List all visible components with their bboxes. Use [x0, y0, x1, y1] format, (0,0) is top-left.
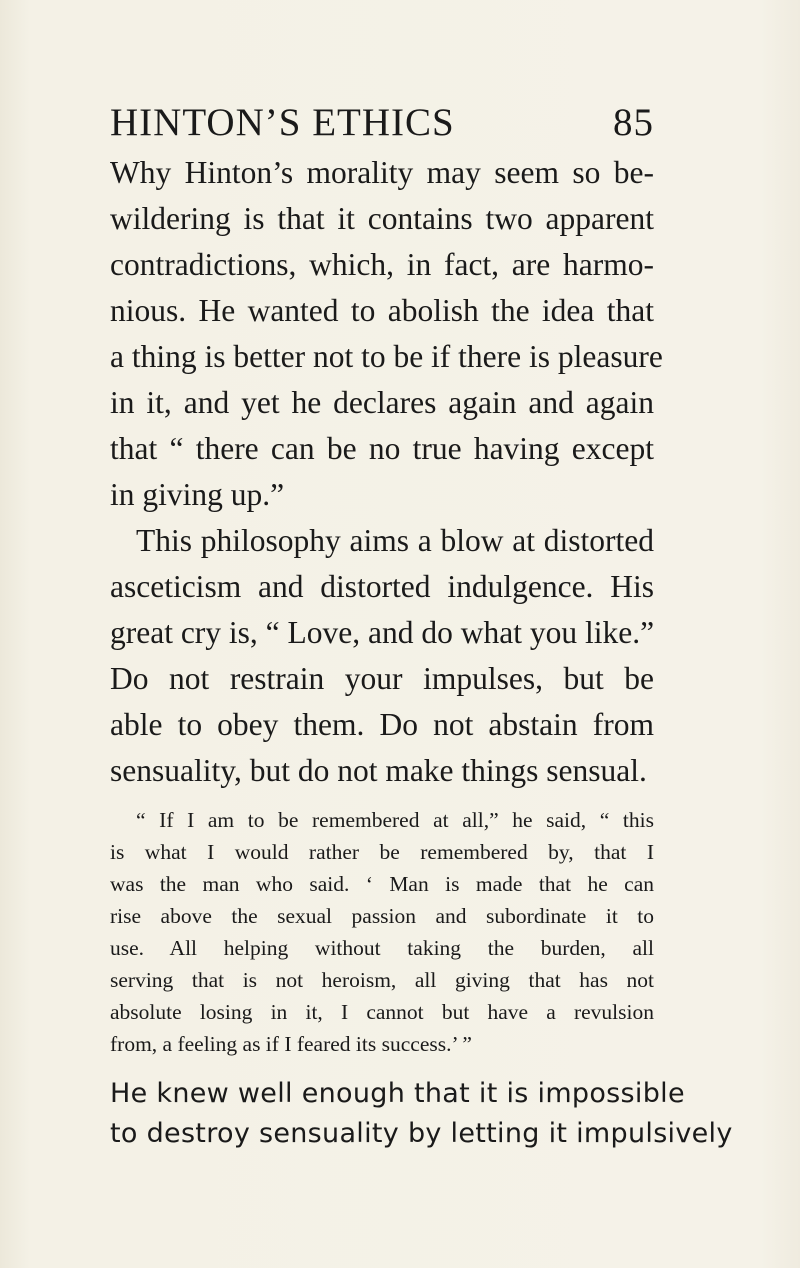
block-quote — [110, 804, 654, 1060]
paragraph-1 — [110, 150, 663, 518]
text-line: to destroy sensuality by letting it impulsively — [110, 1118, 733, 1149]
text-line: wildering is that it contains two apparent — [110, 201, 654, 236]
quote-line: is what I would rather be remembered by, that I — [110, 840, 654, 864]
running-head — [110, 98, 654, 148]
text-line: nious. He wanted to abolish the idea that — [110, 293, 654, 328]
text-line: able to obey them. Do not abstain from — [110, 707, 654, 742]
quote-line: serving that is not heroism, all giving that has not — [110, 968, 654, 992]
text-line: contradictions, which, in fact, are harmo- — [110, 247, 654, 282]
quote-line: from, a feeling as if I feared its success.’ ” — [110, 1032, 472, 1056]
text-line: a thing is better not to be if there is pleasure — [110, 339, 663, 374]
paragraph-3 — [110, 1074, 733, 1154]
text-line: great cry is, “ Love, and do what you like.” — [110, 615, 655, 650]
text-line: sensuality, but do not make things sensual. — [110, 753, 647, 788]
paragraph-2 — [110, 518, 654, 794]
text-line: in giving up.” — [110, 477, 285, 512]
quote-line: use. All helping without taking the burden, all — [110, 936, 654, 960]
text-line: This philosophy aims a blow at distorted — [136, 523, 654, 558]
text-line: Do not restrain your impulses, but be — [110, 661, 654, 696]
quote-line: was the man who said. ‘ Man is made that he can — [110, 872, 654, 896]
text-line: asceticism and distorted indulgence. His — [110, 569, 654, 604]
page-number: 85 — [613, 101, 654, 144]
text-line: that “ there can be no true having except — [110, 431, 654, 466]
running-head-title: HINTON’S ETHICS — [110, 101, 455, 144]
text-line: Why Hinton’s morality may seem so be- — [110, 155, 654, 190]
body-text — [110, 150, 733, 1154]
quote-line: rise above the sexual passion and subordinate it to — [110, 904, 654, 928]
text-line: He knew well enough that it is impossible — [110, 1078, 685, 1109]
text-line: in it, and yet he declares again and again — [110, 385, 654, 420]
quote-line: “ If I am to be remembered at all,” he said, “ this — [136, 808, 654, 832]
quote-line: absolute losing in it, I cannot but have a revulsion — [110, 1000, 654, 1024]
